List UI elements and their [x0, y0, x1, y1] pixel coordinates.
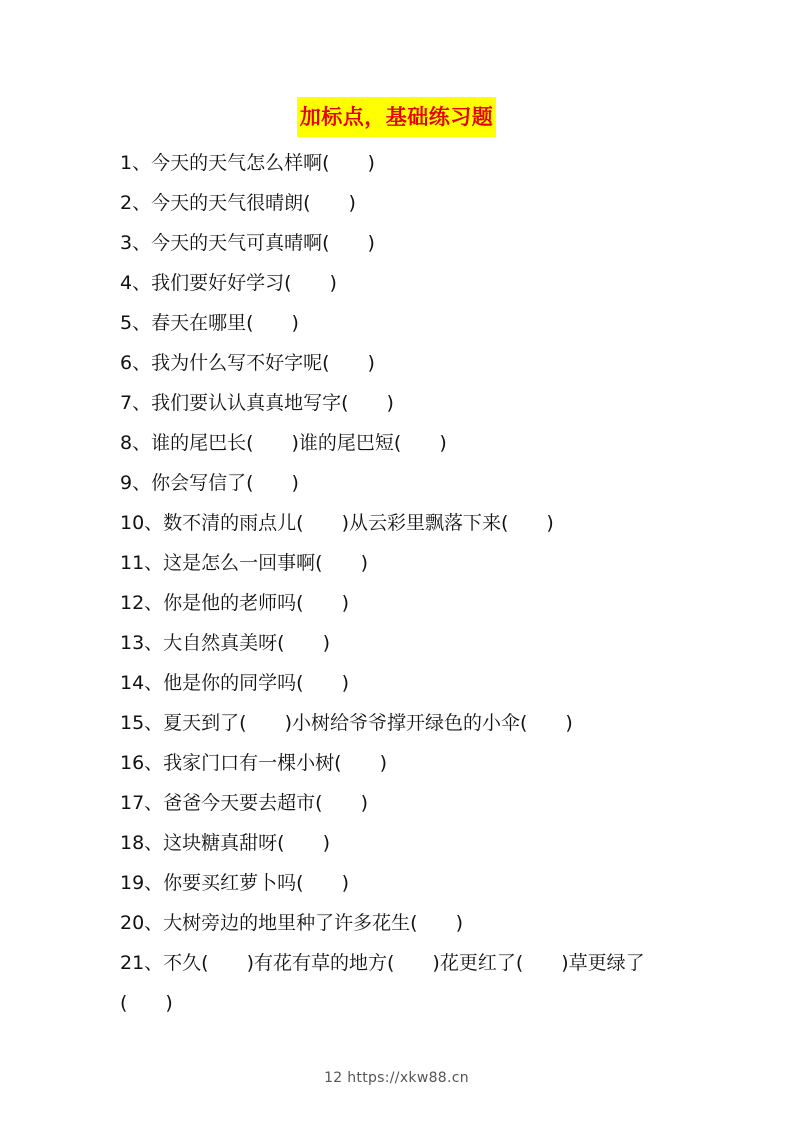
exercise-list — [120, 143, 690, 1023]
exercise-item-7: 7、我们要认认真真地写字( ) — [120, 392, 394, 414]
exercise-item-15: 15、夏天到了( )小树给爷爷撑开绿色的小伞( ) — [120, 712, 573, 734]
exercise-item-18: 18、这块糖真甜呀( ) — [120, 832, 331, 854]
exercise-item-20: 20、大树旁边的地里种了许多花生( ) — [120, 912, 464, 934]
exercise-item-17: 17、爸爸今天要去超市( ) — [120, 792, 369, 814]
exercise-item-8: 8、谁的尾巴长( )谁的尾巴短( ) — [120, 432, 447, 454]
exercise-item-19: 19、你要买红萝卜吗( ) — [120, 872, 350, 894]
exercise-item-9: 9、你会写信了( ) — [120, 472, 299, 494]
page-title: 加标点，基础练习题 — [297, 97, 497, 137]
exercise-item-13: 13、大自然真美呀( ) — [120, 632, 331, 654]
exercise-item-1: 1、今天的天气怎么样啊( ) — [120, 152, 375, 174]
exercise-item-14: 14、他是你的同学吗( ) — [120, 672, 350, 694]
exercise-item-6: 6、我为什么写不好字呢( ) — [120, 352, 375, 374]
exercise-item-3: 3、今天的天气可真晴啊( ) — [120, 232, 375, 254]
exercise-item-5: 5、春天在哪里( ) — [120, 312, 299, 334]
exercise-item-21: 21、不久( )有花有草的地方( )花更红了( )草更绿了( ) — [120, 952, 645, 1014]
exercise-item-4: 4、我们要好好学习( ) — [120, 272, 337, 294]
exercise-item-12: 12、你是他的老师吗( ) — [120, 592, 350, 614]
title-container — [0, 97, 793, 137]
exercise-item-11: 11、这是怎么一回事啊( ) — [120, 552, 369, 574]
exercise-item-2: 2、今天的天气很晴朗( ) — [120, 192, 356, 214]
exercise-item-16: 16、我家门口有一棵小树( ) — [120, 752, 388, 774]
page-footer: 12 https://xkw88.cn — [324, 1070, 469, 1086]
exercise-item-10: 10、数不清的雨点儿( )从云彩里飘落下来( ) — [120, 512, 554, 534]
